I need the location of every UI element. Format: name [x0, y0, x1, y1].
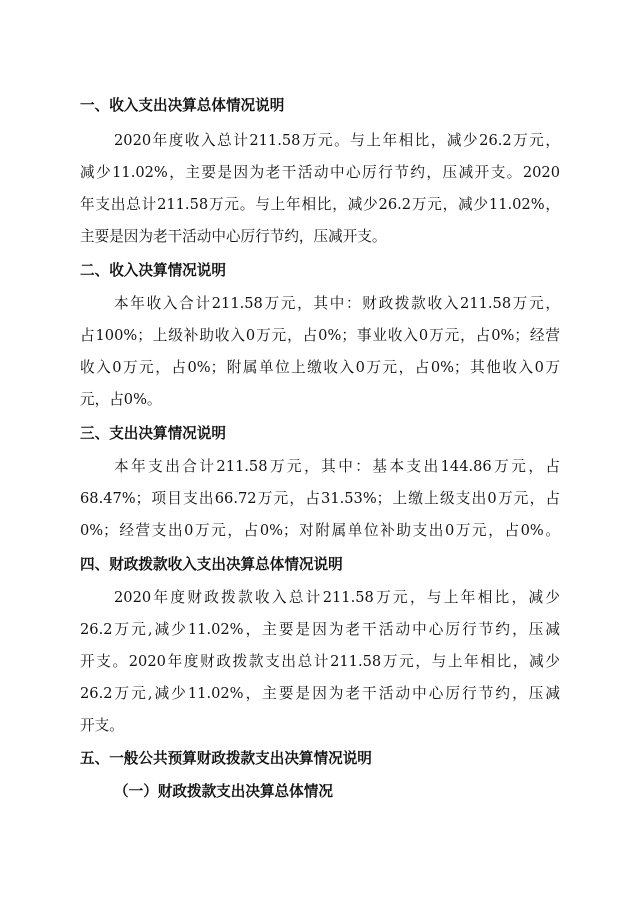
- paragraph-line: 主要是因为老干活动中心厉行节约，压减开支。: [80, 228, 387, 245]
- paragraph-line: 68.47%；项目支出66.72万元，占31.53%；上缴上级支出0万元，占: [80, 490, 560, 507]
- paragraph-line: 年支出总计211.58万元。与上年相比，减少26.2万元，减少11.02%，: [80, 196, 560, 213]
- section-heading-5: 五、一般公共预算财政拨款支出决算情况说明: [80, 750, 372, 767]
- paragraph-line: 占100%；上级补助收入0万元，占0%；事业收入0万元，占0%；经营: [80, 327, 560, 344]
- paragraph-line: 元，占0%。: [80, 391, 162, 408]
- subsection-heading: （一）财政拨款支出决算总体情况: [114, 783, 333, 800]
- paragraph-line: 26.2万元,减少11.02%，主要是因为老干活动中心厉行节约，压减: [80, 685, 560, 702]
- paragraph-line: 开支。: [80, 717, 124, 734]
- section-heading-4: 四、财政拨款收入支出决算总体情况说明: [80, 556, 343, 573]
- section-heading-1: 一、收入支出决算总体情况说明: [80, 97, 285, 114]
- paragraph-line: 2020年度财政拨款收入总计211.58万元，与上年相比，减少: [114, 589, 560, 606]
- paragraph-line: 本年收入合计211.58万元，其中：财政拨款收入211.58万元，: [114, 295, 560, 312]
- paragraph-line: 减少11.02%，主要是因为老干活动中心厉行节约，压减开支。2020: [80, 164, 560, 181]
- paragraph-line: 2020年度收入总计211.58万元。与上年相比，减少26.2万元，: [114, 132, 560, 149]
- paragraph-line: 0%；经营支出0万元，占0%；对附属单位补助支出0万元，占0%。: [80, 522, 560, 539]
- section-heading-2: 二、收入决算情况说明: [80, 262, 226, 279]
- paragraph-line: 开支。2020年度财政拨款支出总计211.58万元，与上年相比，减少: [80, 653, 560, 670]
- paragraph-line: 26.2万元,减少11.02%，主要是因为老干活动中心厉行节约，压减: [80, 621, 560, 638]
- paragraph-line: 收入0万元，占0%；附属单位上缴收入0万元，占0%；其他收入0万: [80, 359, 560, 376]
- section-heading-3: 三、支出决算情况说明: [80, 425, 226, 442]
- paragraph-line: 本年支出合计211.58万元，其中：基本支出144.86万元，占: [114, 458, 560, 475]
